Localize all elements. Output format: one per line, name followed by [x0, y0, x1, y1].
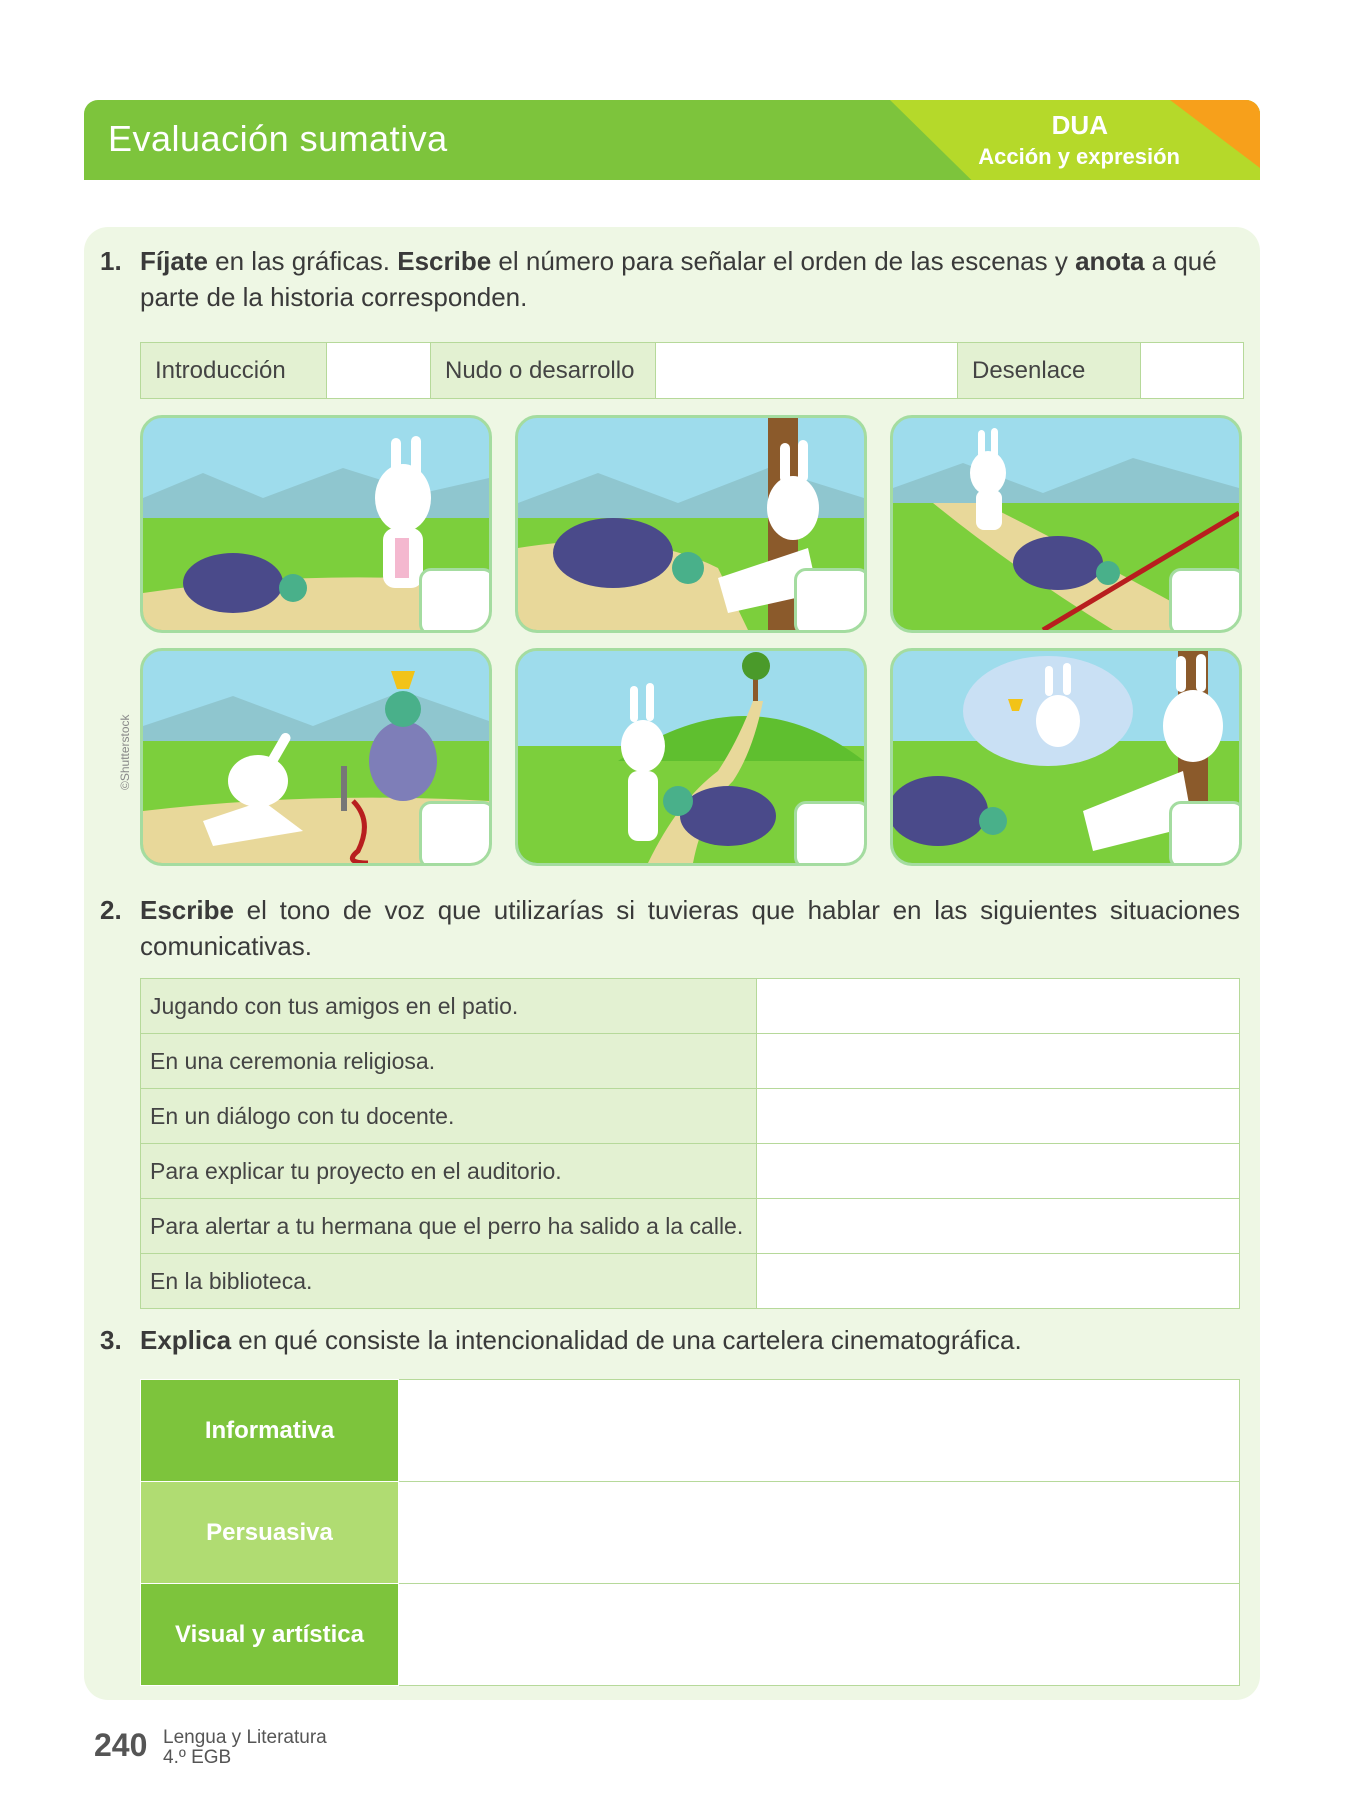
- scene-image-6: [890, 648, 1242, 866]
- table-row: [141, 979, 1240, 1034]
- part-answer-nudo[interactable]: [656, 343, 958, 398]
- situation-label: En un diálogo con tu docente.: [141, 1089, 757, 1144]
- scene-number-box-6[interactable]: [1169, 801, 1242, 866]
- situation-label: En la biblioteca.: [141, 1254, 757, 1309]
- part-label-intro: Introducción: [141, 343, 327, 398]
- scene-number-box-4[interactable]: [419, 801, 492, 866]
- question-number: 3.: [100, 1325, 122, 1355]
- tone-answer-field[interactable]: [757, 1144, 1240, 1199]
- scene-number-box-2[interactable]: [794, 568, 867, 633]
- table-row: [141, 1199, 1240, 1254]
- tone-answer-field[interactable]: [757, 1089, 1240, 1144]
- intent-label-informativa: Informativa: [141, 1380, 399, 1482]
- tone-answer-field[interactable]: [757, 1034, 1240, 1089]
- table-row: [141, 1584, 1240, 1686]
- question-2: 2. Escribe el tono de voz que utilizarías si tuvieras que hablar en las siguientes situaciones comunicativas.: [140, 892, 1240, 964]
- situation-label: En una ceremonia religiosa.: [141, 1034, 757, 1089]
- intent-table: [140, 1379, 1240, 1686]
- situation-label: Para alertar a tu hermana que el perro ha salido a la calle.: [141, 1199, 757, 1254]
- scene-number-box-5[interactable]: [794, 801, 867, 866]
- table-row: [141, 1254, 1240, 1309]
- part-answer-desenlace[interactable]: [1141, 343, 1243, 398]
- section-banner: [84, 100, 1260, 180]
- dua-badge-title: DUA: [1051, 110, 1108, 140]
- image-credit: ©Shutterstock: [118, 714, 132, 790]
- question-number: 2.: [100, 895, 122, 925]
- intent-answer-field[interactable]: [399, 1482, 1240, 1584]
- scene-image-2: [515, 415, 867, 633]
- tone-answer-field[interactable]: [757, 1199, 1240, 1254]
- table-row: [141, 1380, 1240, 1482]
- situation-label: Jugando con tus amigos en el patio.: [141, 979, 757, 1034]
- part-answer-intro[interactable]: [327, 343, 431, 398]
- scene-number-box-3[interactable]: [1169, 568, 1242, 633]
- table-row: [141, 1144, 1240, 1199]
- tone-table: [140, 978, 1240, 1309]
- tone-answer-field[interactable]: [757, 979, 1240, 1034]
- question-3: 3. Explica en qué consiste la intencionalidad de una cartelera cinematográfica.: [140, 1322, 1240, 1358]
- part-label-nudo: Nudo o desarrollo: [431, 343, 656, 398]
- section-title: Evaluación sumativa: [108, 118, 448, 159]
- question-number: 1.: [100, 246, 122, 276]
- footer-subject: [163, 1728, 327, 1768]
- scene-image-1: [140, 415, 492, 633]
- page-number: 240: [94, 1727, 148, 1763]
- question-1: 1. Fíjate en las gráficas. Escribe el número para señalar el orden de las escenas y anota a qué parte de la historia corresponden.: [140, 243, 1240, 315]
- grade-level: 4.º EGB: [163, 1747, 232, 1768]
- intent-label-visual: Visual y artística: [141, 1584, 399, 1686]
- intent-label-persuasiva: Persuasiva: [141, 1482, 399, 1584]
- dua-badge-subtitle: Acción y expresión: [978, 144, 1180, 169]
- scene-number-box-1[interactable]: [419, 568, 492, 633]
- table-row: [141, 1482, 1240, 1584]
- part-label-desenlace: Desenlace: [958, 343, 1141, 398]
- intent-answer-field[interactable]: [399, 1584, 1240, 1686]
- scene-image-3: [890, 415, 1242, 633]
- situation-label: Para explicar tu proyecto en el auditorio.: [141, 1144, 757, 1199]
- scene-image-5: [515, 648, 867, 866]
- story-parts-table: [140, 342, 1244, 399]
- tone-answer-field[interactable]: [757, 1254, 1240, 1309]
- subject-name: Lengua y Literatura: [163, 1727, 327, 1748]
- table-row: [141, 1089, 1240, 1144]
- intent-answer-field[interactable]: [399, 1380, 1240, 1482]
- table-row: [141, 1034, 1240, 1089]
- scene-image-4: [140, 648, 492, 866]
